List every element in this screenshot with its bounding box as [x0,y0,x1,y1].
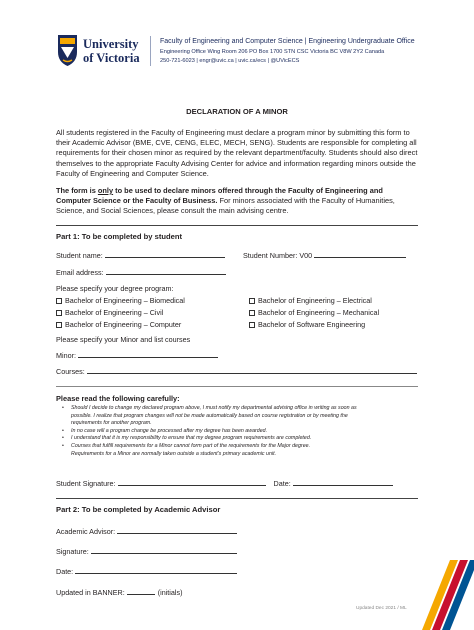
degree-checkbox-electrical[interactable] [249,296,372,305]
corner-stripes [414,560,474,630]
degree-label: Bachelor of Engineering – Electrical [258,296,372,305]
email-row [56,267,226,277]
logo-wordmark [83,37,140,65]
banner-initials-label: (initials) [157,588,183,597]
degree-prompt: Please specify your degree program: [56,284,174,293]
scope-only: only [97,186,114,195]
checkbox[interactable] [249,322,255,328]
term-item [62,428,422,436]
student-signature-field[interactable] [118,478,266,486]
scope-bold-a: The form is [56,186,98,195]
header-address: Engineering Office Wing Room 206 PO Box 1700 STN CSC Victoria BC V8W 2Y2 Canada [160,49,385,55]
term-item [62,435,422,443]
divider-line [56,225,418,226]
checkbox[interactable] [56,310,62,316]
logo-line-2: of Victoria [83,51,140,65]
student-number-field[interactable] [314,250,406,258]
part2-heading: Part 2: To be completed by Academic Advisor [56,505,221,514]
term-item [62,405,422,413]
checkbox[interactable] [56,298,62,304]
degree-label: Bachelor of Software Engineering [258,320,366,329]
advisor-date-label: Date: [56,567,74,576]
checkbox[interactable] [249,310,255,316]
student-date-label: Date: [273,479,291,488]
term-text: Should I decide to change my declared program above, I must notify my departmental advising office in writing as soon as [71,405,357,411]
degree-label: Bachelor of Engineering – Computer [65,320,182,329]
divider-line [56,498,418,499]
term-item [62,443,422,451]
degree-checkbox-computer[interactable] [56,320,181,329]
advisor-label: Academic Advisor: [56,527,116,536]
degree-checkbox-software[interactable] [249,320,365,329]
scope-paragraph [56,186,418,217]
degree-checkbox-mechanical[interactable] [249,308,379,317]
advisor-date-field[interactable] [75,566,237,574]
student-name-field[interactable] [105,250,225,258]
checkbox[interactable] [249,298,255,304]
term-continuation: requirements for another program. [71,420,152,427]
degree-label: Bachelor of Engineering – Mechanical [258,308,380,317]
term-text: Courses that fulfill requirements for a Minor cannot form part of the requirements for the Major degree. [71,442,311,449]
email-field[interactable] [106,267,226,275]
student-signature-row [56,478,393,488]
header-faculty: Faculty of Engineering and Computer Science | Engineering Undergraduate Office [160,38,415,45]
courses-label: Courses: [56,367,85,376]
minor-prompt: Please specify your Minor and list courses [56,335,191,344]
banner-initials-field[interactable] [127,587,155,595]
crest-icon [57,34,78,67]
advisor-field[interactable] [117,526,237,534]
minor-field[interactable] [78,350,218,358]
courses-row [56,366,417,376]
courses-extra-line [56,386,418,387]
part1-heading: Part 1: To be completed by student [56,232,183,241]
term-text: I understand that it is my responsibility to ensure that my degree program requirements are completed. [71,435,312,442]
student-number-label: Student Number: V00 [243,251,313,260]
student-name-label: Student name: [56,251,103,260]
checkbox[interactable] [56,322,62,328]
term-continuation: Requirements for a Minor are normally taken outside a student's primary academic unit. [71,450,277,457]
degree-label: Bachelor of Engineering – Biomedical [65,296,185,305]
document-title: DECLARATION OF A MINOR [186,107,288,116]
minor-row [56,350,218,360]
minor-label: Minor: [56,351,76,360]
student-signature-label: Student Signature: [56,479,116,488]
degree-checkbox-biomedical[interactable] [56,296,185,305]
terms-list [62,405,422,458]
student-name-row [56,250,225,260]
student-number-row [243,250,406,260]
logo-line-1: University [83,37,139,51]
advisor-signature-field[interactable] [91,546,237,554]
degree-label: Bachelor of Engineering – Civil [65,308,164,317]
footer-updated: Updated Dec 2021 / ML [356,606,407,611]
advisor-signature-row [56,546,237,556]
uvic-logo [57,33,152,69]
banner-row [56,587,182,597]
student-date-field[interactable] [293,478,393,486]
email-label: Email address: [56,268,104,277]
degree-checkbox-civil[interactable] [56,308,163,317]
scope-rest: For minors associated with the Faculty of Humanities, Science, and Social Sciences, please consult the main advising centre. [56,196,395,216]
term-text: In no case will a program change be processed after my degree has been awarded. [71,427,268,434]
advisor-signature-label: Signature: [56,547,89,556]
advisor-date-row [56,566,237,576]
scope-bold-b: to be used to declare minors offered through the Faculty of Engineering and Computer Science or the Faculty of Business. [56,186,383,206]
term-continuation: possible. I realize that program changes will not be made automatically based on course registration or by meeting the [71,412,348,419]
careful-heading: Please read the following carefully: [56,394,180,403]
header-contact: 250-721-6023 | engr@uvic.ca | uvic.ca/ecs | @UVicECS [160,58,300,64]
courses-field[interactable] [87,366,417,374]
banner-label: Updated in BANNER: [56,588,125,597]
header-divider [150,36,151,66]
advisor-row [56,526,237,536]
intro-paragraph: All students registered in the Faculty of Engineering must declare a program minor by submitting this form to their Academic Advisor (BME, CVE, CENG, ELEC, MECH, SENG). Students are responsible for completing all requirements for their chosen minor as required by the relevant department/faculty. Students should also direct themselves to the appropriate Faculty Advising Center for advice and information regarding minors outside the Faculty of Engineering and Computer Science. [56,128,418,178]
